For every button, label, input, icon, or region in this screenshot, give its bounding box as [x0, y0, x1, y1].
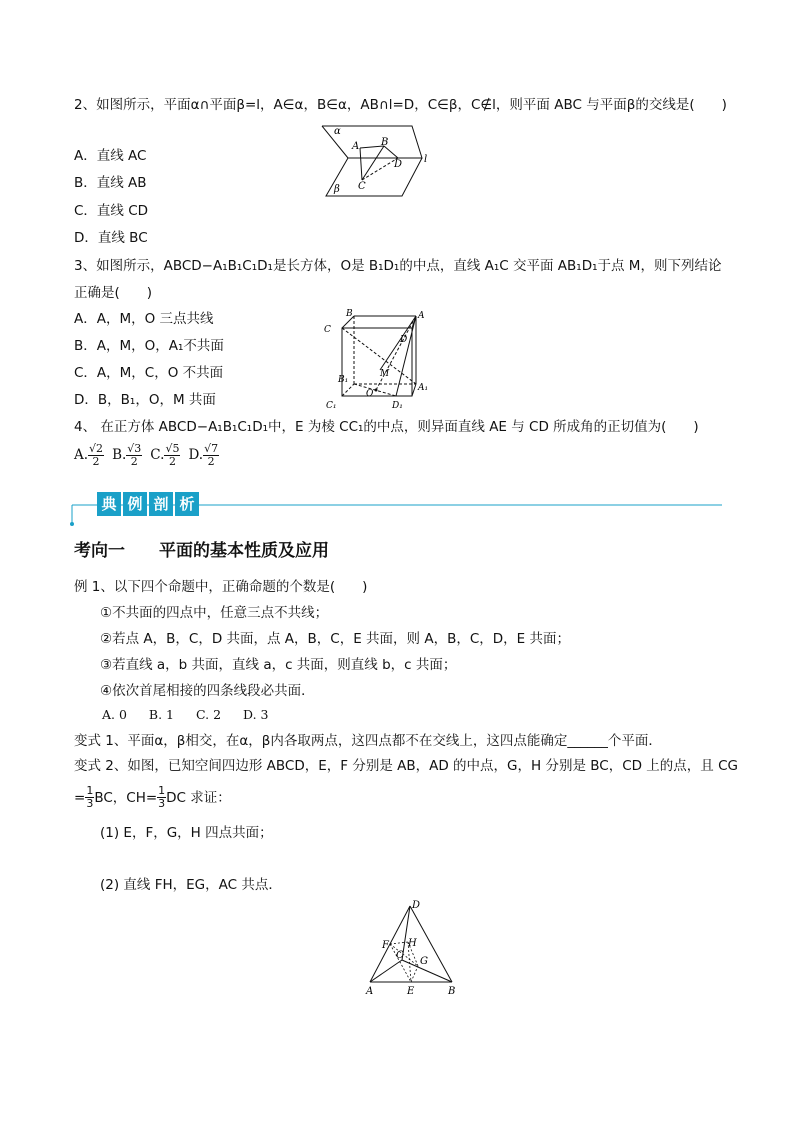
tetra-fig-H: H — [408, 938, 417, 949]
q3-fig-C1: C₁ — [326, 401, 337, 411]
q4-stem: 4、 在正方体 ABCD−A₁B₁C₁D₁中，E 为棱 CC₁的中点，则异面直线 AE 与 CD 所成角的正切值为( ) — [74, 419, 699, 435]
q2-fig-A: A — [352, 141, 360, 152]
q2-planes-figure — [318, 122, 438, 200]
q3-fig-B: B — [346, 309, 353, 319]
q2-option-c: C．直线 CD — [74, 203, 149, 219]
q3-option-c: C．A，M，C，O 不共面 — [74, 365, 224, 381]
q3-fig-D: D — [400, 335, 408, 345]
ex1-option-b: B. 1 — [148, 707, 175, 722]
q2-stem: 2、如图所示，平面α∩平面β=l，A∈α，B∈α，AB∩l=D，C∈β，C∉l，则平面 ABC 与平面β的交线是( ) — [74, 97, 727, 113]
ex1-item-2: ②若点 A，B，C，D 共面，点 A，B，C，E 共面，则 A，B，C，D，E 共面； — [100, 631, 570, 647]
tetra-fig-C: C — [396, 950, 404, 961]
q4-option-b: B. $\frac{√3}{2}$ — [112, 442, 142, 468]
q3-fig-O: O — [366, 389, 374, 399]
variant-2-line1: 变式 2、如图，已知空间四边形 ABCD，E，F 分别是 AB，AD 的中点，G，H 分别是 BC，CD 上的点，且 CG — [74, 758, 738, 774]
q3-fig-D1: D₁ — [392, 401, 403, 411]
ex1-item-3: ③若直线 a，b 共面，直线 a，c 共面，则直线 b，c 共面； — [100, 657, 457, 673]
section-banner — [97, 492, 201, 516]
banner-char: 典 — [97, 492, 121, 516]
q2-fig-alpha: α — [334, 126, 341, 137]
q3-fig-B1: B₁ — [338, 375, 349, 385]
ex1-item-4: ④依次首尾相接的四条线段必共面． — [100, 683, 315, 699]
variant-1: 变式 1、平面α，β相交，在α，β内各取两点，这四点都不在交线上，这四点能确定______个平面． — [74, 733, 662, 749]
ex1-option-d: D. 3 — [243, 707, 269, 722]
q3-fig-A: A — [418, 311, 425, 321]
q3-option-b: B．A，M，O，A₁不共面 — [74, 338, 224, 354]
q3-fig-A1: A₁ — [418, 383, 429, 393]
q3-stem-line2: 正确是( ) — [74, 285, 153, 301]
tetra-fig-G: G — [420, 956, 428, 967]
tetra-fig-E: E — [407, 986, 415, 996]
tetra-fig-B: B — [448, 986, 456, 996]
ex1-option-a: A. 0 — [102, 707, 127, 722]
ex1-options — [102, 706, 269, 724]
ex1-option-c: C. 2 — [196, 707, 222, 722]
variant-2-part2: (2) 直线 FH，EG，AC 共点． — [100, 877, 282, 893]
q2-fig-D: D — [394, 159, 403, 170]
q3-fig-C: C — [324, 325, 331, 335]
q4-option-a: A. $\frac{√2}{2}$ — [74, 442, 104, 468]
variant-2-line2: = $\frac{1}{3}$ BC，CH= $\frac{1}{3}$ DC 求证： — [74, 784, 231, 810]
tetra-fig-D: D — [412, 900, 421, 911]
ex1-item-1: ①不共面的四点中，任意三点不共线； — [100, 605, 329, 621]
banner-char: 例 — [123, 492, 147, 516]
banner-char: 析 — [175, 492, 199, 516]
q4-option-d: D. $\frac{√7}{2}$ — [188, 442, 219, 468]
q2-option-a: A．直线 AC — [74, 148, 147, 164]
section-title: 考向一 平面的基本性质及应用 — [74, 541, 329, 561]
q3-stem-line1: 3、如图所示，ABCD−A₁B₁C₁D₁是长方体，O是 B₁D₁的中点，直线 A₁C 交平面 AB₁D₁于点 M，则下列结论 — [74, 258, 722, 274]
q2-fig-beta: β — [334, 184, 340, 195]
tetra-fig-A: A — [366, 986, 374, 996]
q2-fig-l: l — [424, 154, 428, 165]
q2-option-b: B．直线 AB — [74, 175, 147, 191]
q3-fig-M: M — [380, 369, 390, 379]
q3-cuboid-figure — [320, 308, 432, 414]
banner-char: 剖 — [149, 492, 173, 516]
q4-option-c: C. $\frac{√5}{2}$ — [150, 442, 180, 468]
tetrahedron-figure — [362, 898, 462, 996]
variant-2-part1: (1) E，F，G，H 四点共面； — [100, 825, 273, 841]
q3-option-d: D．B，B₁，O，M 共面 — [74, 392, 216, 408]
q2-fig-B: B — [381, 137, 389, 148]
ex1-stem: 例 1、以下四个命题中，正确命题的个数是( ) — [74, 579, 368, 595]
tetra-fig-F: F — [382, 940, 389, 951]
q4-options — [74, 443, 219, 468]
q2-option-d: D．直线 BC — [74, 230, 148, 246]
q2-fig-C: C — [358, 181, 366, 192]
q3-option-a: A．A，M，O 三点共线 — [74, 311, 214, 327]
